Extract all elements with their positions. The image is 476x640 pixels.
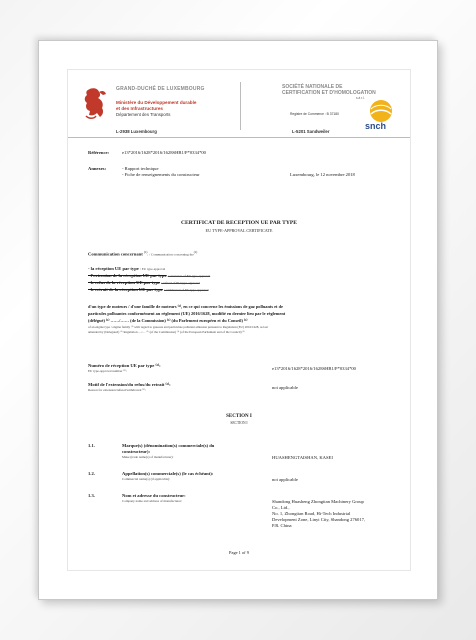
option-fr: - la réception UE par type [88,266,139,271]
manufacturer-address-line: Shandong Huasheng Zhongtian Machinery Group [272,499,364,504]
snch-legal-form: s.à r.l. [356,96,365,100]
header-divider [240,82,241,130]
option-fr: - le retrait de la réception UE par type [88,287,163,292]
communication-option [88,273,210,278]
communication-option [88,266,165,271]
option-en: / extension of EU type-approval [167,274,211,278]
make-label: constructeur): [122,449,151,454]
reason-label: Motif de l'extension/du refus/du retrait ⁽¹⁾: [88,382,171,387]
option-fr: - l'extension de la réception UE par type [88,273,167,278]
place-date: Luxembourg, le 12 novembre 2018 [290,172,355,177]
certificate-title: CERTIFICAT DE RECEPTION UE PAR TYPE [180,220,298,226]
snch-logo-text: snch [365,121,387,131]
engine-paragraph-fr: (délégué) ⁽¹⁾ ……/…… (de la Commission) ⁽¹⁾ (du Parlement européen et du Conseil) ⁽¹⁾ [88,318,248,323]
communication-heading [88,250,197,257]
letterhead [68,70,410,138]
communication-option [88,280,200,285]
reference-value: e13*2016/1628*2016/1628SHB1/P*0334*00 [122,150,206,155]
engine-paragraph-en: of an engine type / engine family ⁽¹⁾ with regard to gaseous and particulate pollutant emission pursuant to Regulation (EU) 2016/1628, as last [88,325,268,329]
reason-value: not applicable [272,385,298,390]
manufacturer-address-line: No. 1, Zhongtian Road, Hi-Tech Industrial [272,511,351,516]
document-page [68,70,410,570]
page-number: Page 1 of 9 [229,550,249,555]
option-en: / refusal of EU type-approval [161,281,200,285]
engine-paragraph-fr: d'un type de moteurs / d'une famille de moteurs ⁽¹⁾, en ce qui concerne les émissions de gaz polluants et de [88,304,283,309]
communication-option [88,287,209,292]
make-label: Marque(s) (dénomination(s) commerciale(s) du [122,443,215,448]
approval-number-value: e13*2016/1628*2016/1628SHB1/P*0334*00 [272,366,356,371]
engine-paragraph-en: amended by (Delegated) ⁽¹⁾ Regulation …/… ⁽¹⁾ (of the Commission) ⁽¹⁾ (of the European Parliament and of the Council) ⁽¹⁾ [88,330,245,334]
manufacturer-address-line: Co., Ltd., [272,505,290,510]
manufacturer-label: Nom et adresse du constructeur: [122,493,186,498]
option-en: / EU type-approval [139,267,166,271]
snch-registry: Registre de Commerce : B 37180 [290,112,339,116]
manufacturer-address-line: P.R. China [272,523,292,528]
right-address: L-5201 Sandweiler [292,129,330,134]
luxembourg-lion-icon [80,86,108,120]
ministry-line1: Ministère du Développement durable [116,100,197,105]
commercial-name-value: not applicable [272,477,298,482]
department: Département des Transports [116,112,171,117]
communication-label-en: : / Communication concerning the [147,252,194,257]
commercial-name-label: Appellation(s) commerciale(s) (le cas échéant): [122,471,214,476]
section-subtitle: SECTION I [230,421,248,425]
reference-label: Référence: [88,150,110,155]
make-value: HUASHENGTAISHAN, KASEI [272,455,333,460]
engine-paragraph-fr: particules polluantes conformément au règlement (UE) 2016/1628, modifié en dernier lieu par le règlement [88,311,286,316]
option-fr: - le refus de la réception UE par type [88,280,161,285]
item-number: 1.2. [88,471,95,476]
annex-item: - Fiche de renseignements du constructeur [122,172,200,177]
country-name: GRAND-DUCHÉ DE LUXEMBOURG [116,86,205,92]
communication-label: Communication concernant [88,251,143,257]
certificate-subtitle: EU TYPE-APPROVAL CERTIFICATE [205,228,273,233]
item-number: 1.3. [88,493,95,498]
make-label-en: Make (trade name(s) of manufacturer): [122,455,174,459]
snch-name-line2: CERTIFICATION ET D'HOMOLOGATION [282,90,376,96]
section-title: SECTION I [226,414,252,419]
approval-number-label-en: EU type-approval number ⁽¹⁾: [88,369,127,373]
snch-name-line1: SOCIÉTÉ NATIONALE DE [282,84,343,90]
commercial-name-label-en: Commercial name(s) (if applicable): [122,477,171,481]
reason-label-en: Reason for extension/refusal/withdrawal ⁽¹⁾: [88,388,146,392]
manufacturer-label-en: Company name and address of manufacturer: [122,499,182,503]
ministry-line2: et des Infrastructures [116,106,163,111]
footnote-mark: (1) [143,250,148,254]
manufacturer-address-line: Development Zone, Linyi City, Shandong 276017, [272,517,366,522]
left-address: L-2938 Luxembourg [116,129,157,134]
item-number: 1.1. [88,443,95,448]
option-en: / withdrawal of EU type-approval [164,288,209,292]
annexes-label: Annexes: [88,166,107,171]
annex-item: - Rapport technique [122,166,159,171]
footnote-mark: (1) [193,250,198,254]
approval-number-label: Numéro de réception UE par type ⁽¹⁾: [88,363,161,368]
